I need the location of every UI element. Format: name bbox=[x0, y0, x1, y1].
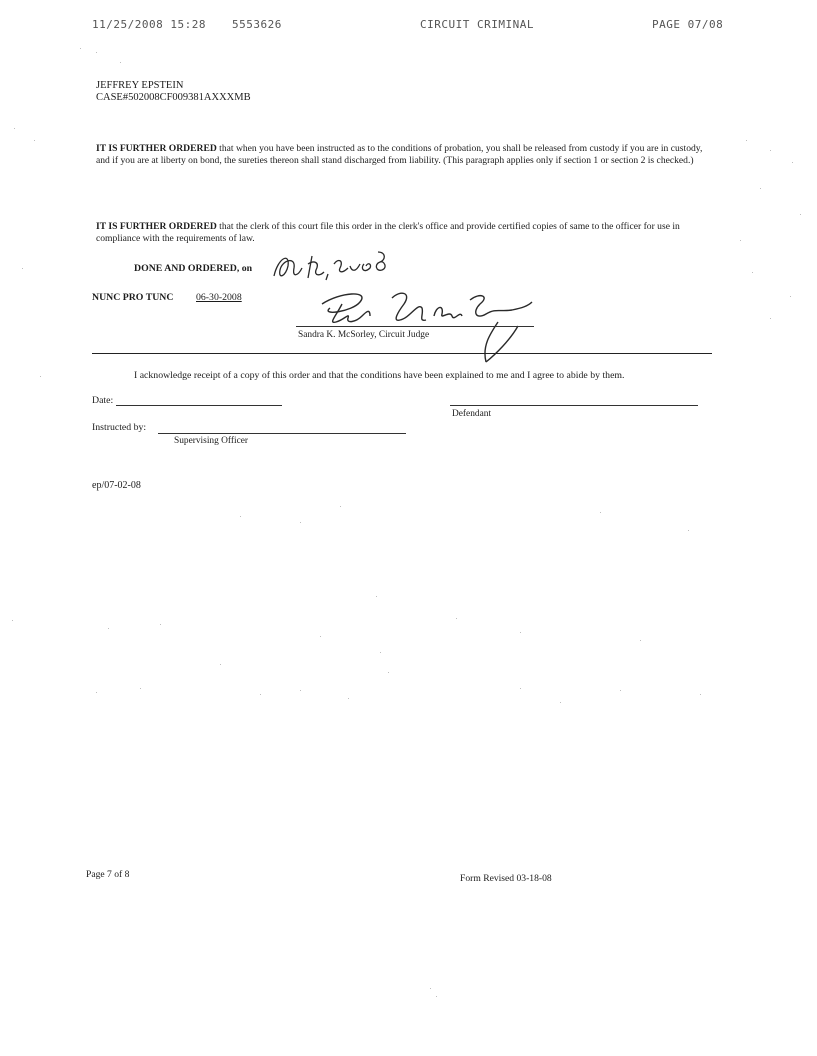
handwritten-date bbox=[268, 246, 398, 286]
clerk-paragraph-text: that the clerk of this court file this order in the clerk's office and provide certified copies of same to the officer for use in compliance with the requirements of law. bbox=[96, 221, 680, 244]
case-number: CASE#502008CF009381AXXXMB bbox=[96, 92, 251, 103]
defendant-label: Defendant bbox=[452, 409, 492, 419]
instructed-by-label: Instructed by: bbox=[92, 422, 147, 433]
nunc-pro-tunc-label: NUNC PRO TUNC bbox=[92, 292, 174, 303]
clerk-paragraph bbox=[96, 221, 708, 245]
fax-datetime: 11/25/2008 15:28 bbox=[92, 18, 206, 31]
release-paragraph bbox=[96, 143, 708, 167]
date-label: Date: bbox=[92, 395, 114, 406]
acknowledgment-text: I acknowledge receipt of a copy of this order and that the conditions have been explained to me and I agree to abide by them. bbox=[134, 370, 625, 381]
judge-name-title: Sandra K. McSorley, Circuit Judge bbox=[298, 330, 430, 340]
date-line bbox=[116, 405, 282, 406]
release-paragraph-lead: IT IS FURTHER ORDERED bbox=[96, 143, 217, 154]
defendant-name: JEFFREY EPSTEIN bbox=[96, 80, 184, 91]
fax-page-counter: PAGE 07/08 bbox=[652, 18, 724, 31]
defendant-signature-line bbox=[450, 405, 698, 406]
clerk-paragraph-lead: IT IS FURTHER ORDERED bbox=[96, 221, 217, 232]
instructed-by-line bbox=[158, 433, 406, 434]
section-divider bbox=[92, 353, 712, 354]
fax-sender: CIRCUIT CRIMINAL bbox=[420, 18, 534, 31]
done-and-ordered-label: DONE AND ORDERED, on bbox=[134, 263, 253, 274]
judge-signature bbox=[300, 282, 540, 372]
preparer-initials: ep/07-02-08 bbox=[92, 480, 141, 491]
fax-number: 5553626 bbox=[232, 18, 282, 31]
judge-signature-line bbox=[296, 326, 534, 327]
release-paragraph-text: that when you have been instructed as to the conditions of probation, you shall be released from custody if you are in custody, and if you are at liberty on bond, the sureties thereon shall stand discharged from liability. (This paragraph applies only if section 1 or section 2 is checked.) bbox=[96, 143, 703, 166]
supervising-officer-label: Supervising Officer bbox=[174, 436, 249, 446]
page-number: Page 7 of 8 bbox=[86, 869, 130, 880]
nunc-pro-tunc-date: 06-30-2008 bbox=[196, 292, 242, 303]
form-revised: Form Revised 03-18-08 bbox=[460, 873, 552, 884]
